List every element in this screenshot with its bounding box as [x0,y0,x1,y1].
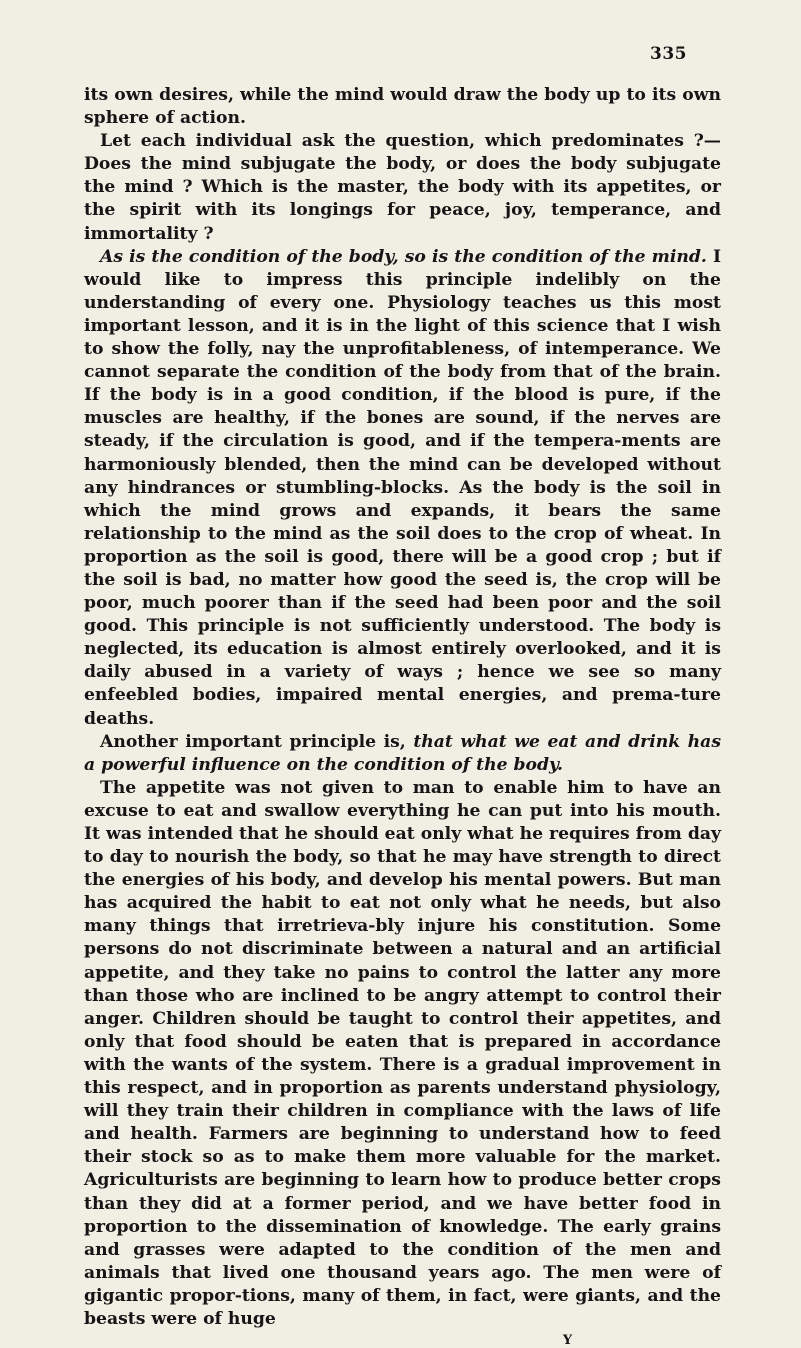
paragraph-4-italic: that what we eat and drink has a powerful influence on the condition of the body. [84,731,721,775]
paragraph-3-body: I would like to impress this principle indelibly on the understanding of every one. Physiology teaches us this most important lesson, and it is in the light of this science that I wish to show the folly, nay the unprofitableness, of intemperance. We cannot separate the condition of the body from that of the brain. If the body is in a good condition, if the blood is pure, if the muscles are healthy, if the bones are sound, if the nerves are steady, if the circulation is good, and if the tempera-ments are harmoniously blended, then the mind can be developed without any hindrances or stumbling-blocks. As the body is the soil in which the mind grows and expands, it bears the same relationship to the mind as the soil does to the crop of wheat. In proportion as the soil is good, there will be a good crop ; but if the soil is bad, no matter how good the seed is, the crop will be poor, much poorer than if the seed had been poor and the soil good. This principle is not sufficiently understood. The body is neglected, its education is almost entirely overlooked, and it is daily abused in a variety of ways ; hence we see so many enfeebled bodies, impaired mental energies, and prema-ture deaths. [84,246,722,729]
paragraph-2: Let each individual ask the question, which predominates ?—Does the mind subjugate the body, or does the body subjugate the mind ? Which is the master, the body with its appetites, or the spirit with its longings for peace, joy, temperance, and immortality ? [84,131,721,244]
paragraph-3 [84,246,721,731]
paragraph-4-lead: Another important principle is, [100,731,414,752]
paragraph-3-italic-lead: As is the condition of the body, so is the condition of the mind. [100,246,707,267]
paragraph-4 [84,731,721,777]
paragraph-1: its own desires, while the mind would draw the body up to its own sphere of action. [84,85,721,129]
page-number: 335 [650,44,687,64]
signature-mark: Y [562,1333,573,1348]
paragraph-5: The appetite was not given to man to enable him to have an excuse to eat and swallow everything he can put into his mouth. It was intended that he should eat only what he requires from day to day to nourish the body, so that he may have strength to direct the energies of his body, and develop his mental powers. But man has acquired the habit to eat not only what he needs, but also many things that irretrieva-bly injure his constitution. Some persons do not discriminate between a natural and an artificial appetite, and they take no pains to control the latter any more than those who are inclined to be angry attempt to control their anger. Children should be taught to control their appetites, and only that food should be eaten that is prepared in accordance with the wants of the system. There is a gradual improvement in this respect, and in proportion as parents understand physiology, will they train their children in compliance with the laws of life and health. Farmers are beginning to understand how to feed their stock so as to make them more valuable for the market. Agriculturists are beginning to learn how to produce better crops than they did at a former period, and we have better food in proportion to the dissemination of knowledge. The early grains and grasses were adapted to the condition of the men and animals that lived one thousand years ago. The men were of gigantic propor-tions, many of them, in fact, were giants, and the beasts were of huge [84,777,721,1329]
